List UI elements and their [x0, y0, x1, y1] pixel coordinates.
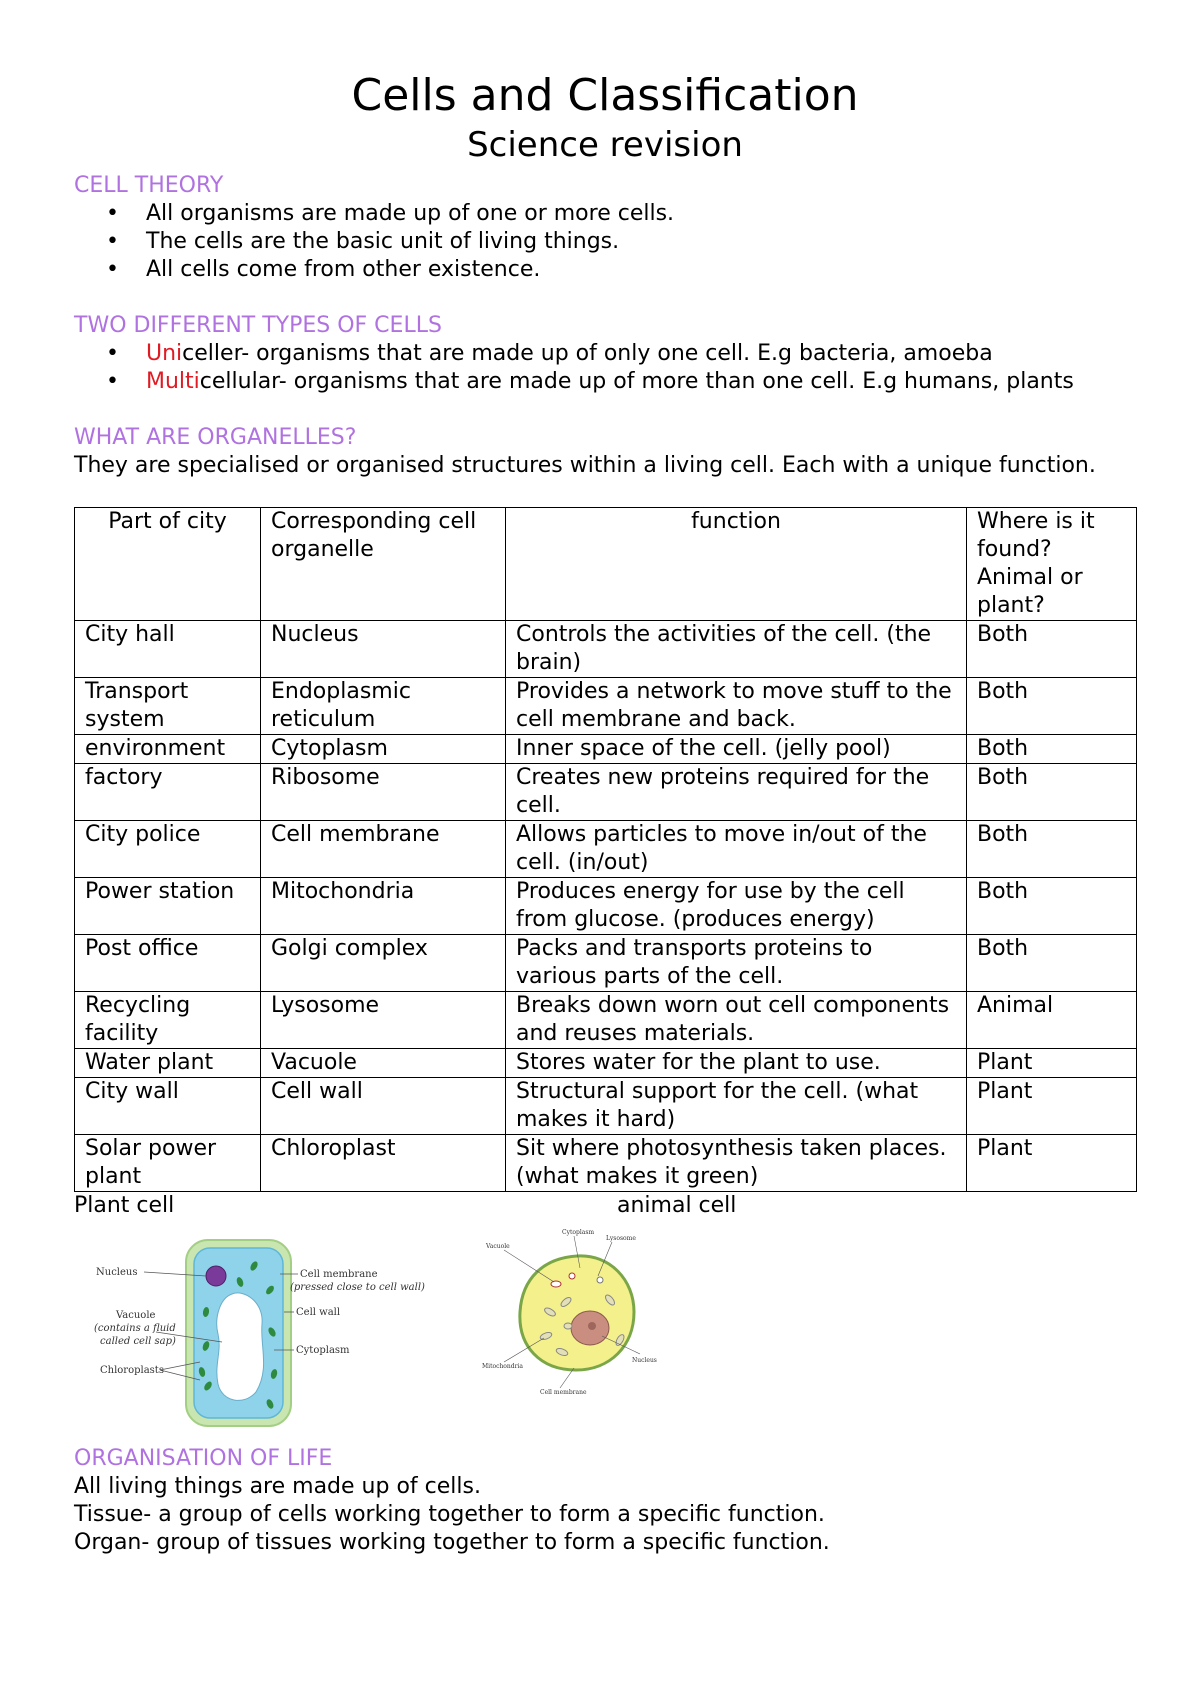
- table-cell: Solar power plant: [75, 1135, 261, 1192]
- table-cell: Power station: [75, 878, 261, 935]
- table-header: Where is it found? Animal or plant?: [967, 508, 1137, 621]
- diagram-captions: [74, 1192, 1136, 1220]
- table-cell: Both: [967, 935, 1137, 992]
- table-row: [75, 735, 1137, 764]
- cell-types-heading: TWO DIFFERENT TYPES OF CELLS: [74, 313, 442, 338]
- table-cell: Breaks down worn out cell components and reuses materials.: [506, 992, 967, 1049]
- table-cell: Both: [967, 678, 1137, 735]
- plant-membrane-label: Cell membrane: [300, 1269, 378, 1280]
- plant-wall-label: Cell wall: [296, 1307, 341, 1318]
- cell-theory-heading: CELL THEORY: [74, 173, 224, 198]
- table-cell: Mitochondria: [261, 878, 506, 935]
- page-title: Cells and Classification: [351, 70, 859, 121]
- organelles-description: They are specialised or organised structures within a living cell. Each with a unique function.: [74, 453, 1096, 478]
- table-cell: Vacuole: [261, 1049, 506, 1078]
- table-cell: Creates new proteins required for the cell.: [506, 764, 967, 821]
- table-cell: Plant: [967, 1135, 1137, 1192]
- plant-vacuole-label: Vacuole: [116, 1310, 156, 1321]
- list-item: • All cells come from other existence.: [74, 256, 1136, 284]
- table-cell: Plant: [967, 1078, 1137, 1135]
- organelle-table: [74, 507, 1137, 1192]
- table-cell: Ribosome: [261, 764, 506, 821]
- table-cell: Transport system: [75, 678, 261, 735]
- highlight-prefix: Multi: [146, 369, 200, 394]
- table-cell: Both: [967, 764, 1137, 821]
- table-cell: Nucleus: [261, 621, 506, 678]
- plant-cell-caption: Plant cell: [74, 1193, 175, 1218]
- plant-cytoplasm-label: Cytoplasm: [296, 1345, 350, 1356]
- table-cell: Provides a network to move stuff to the cell membrane and back.: [506, 678, 967, 735]
- list-item: [74, 340, 1136, 368]
- table-cell: Plant: [967, 1049, 1137, 1078]
- animal-vacuole-label: Vacuole: [486, 1243, 510, 1250]
- list-item: • The cells are the basic unit of living things.: [74, 228, 1136, 256]
- cell-diagrams: [74, 1220, 1136, 1445]
- table-row: [75, 1049, 1137, 1078]
- table-cell: City hall: [75, 621, 261, 678]
- table-row: [75, 935, 1137, 992]
- table-cell: Lysosome: [261, 992, 506, 1049]
- table-row: [75, 1078, 1137, 1135]
- animal-nucleus-label: Nucleus: [632, 1357, 657, 1364]
- table-cell: Chloroplast: [261, 1135, 506, 1192]
- table-cell: Golgi complex: [261, 935, 506, 992]
- table-cell: Cell wall: [261, 1078, 506, 1135]
- table-cell: Water plant: [75, 1049, 261, 1078]
- table-row: [75, 878, 1137, 935]
- table-cell: Sit where photosynthesis taken places. (what makes it green): [506, 1135, 967, 1192]
- table-cell: Allows particles to move in/out of the cell. (in/out): [506, 821, 967, 878]
- table-cell: Produces energy for use by the cell from glucose. (produces energy): [506, 878, 967, 935]
- table-header: function: [506, 508, 967, 621]
- table-row: [75, 621, 1137, 678]
- table-header-row: [75, 508, 1137, 621]
- table-cell: Both: [967, 821, 1137, 878]
- table-cell: City police: [75, 821, 261, 878]
- table-cell: Structural support for the cell. (what makes it hard): [506, 1078, 967, 1135]
- animal-cytoplasm-label: Cytoplasm: [562, 1229, 595, 1236]
- highlight-prefix: Uni: [146, 341, 183, 366]
- table-row: [75, 992, 1137, 1049]
- animal-lysosome-label: Lysosome: [606, 1235, 636, 1242]
- cell-types-list: [74, 340, 1136, 396]
- plant-membrane-note: (pressed close to cell wall): [290, 1282, 425, 1293]
- table-row: [75, 821, 1137, 878]
- table-cell: Controls the activities of the cell. (the brain): [506, 621, 967, 678]
- item-text: cellular- organisms that are made up of more than one cell. E.g humans, plants: [199, 369, 1074, 394]
- table-cell: Stores water for the plant to use.: [506, 1049, 967, 1078]
- item-text: celler- organisms that are made up of only one cell. E.g bacteria, amoeba: [182, 341, 993, 366]
- table-row: [75, 678, 1137, 735]
- animal-cell-diagram: [482, 1228, 672, 1398]
- table-cell: Recycling facility: [75, 992, 261, 1049]
- cell-theory-list: [74, 200, 1136, 284]
- table-cell: Packs and transports proteins to various parts of the cell.: [506, 935, 967, 992]
- table-header: Part of city: [75, 508, 261, 621]
- table-cell: Both: [967, 735, 1137, 764]
- list-item: • All organisms are made up of one or more cells.: [74, 200, 1136, 228]
- table-cell: factory: [75, 764, 261, 821]
- table-cell: environment: [75, 735, 261, 764]
- table-row: [75, 1135, 1137, 1192]
- animal-membrane-label: Cell membrane: [540, 1389, 587, 1396]
- table-cell: Both: [967, 878, 1137, 935]
- table-cell: Inner space of the cell. (jelly pool): [506, 735, 967, 764]
- organisation-line: Organ- group of tissues working together to form a specific function.: [74, 1530, 830, 1555]
- animal-mitochondria-label: Mitochondria: [482, 1363, 523, 1370]
- table-cell: Endoplasmic reticulum: [261, 678, 506, 735]
- organisation-line: All living things are made up of cells.: [74, 1474, 481, 1499]
- table-cell: City wall: [75, 1078, 261, 1135]
- table-cell: Cell membrane: [261, 821, 506, 878]
- plant-nucleus-label: Nucleus: [96, 1267, 138, 1278]
- table-header: Corresponding cell organelle: [261, 508, 506, 621]
- table-cell: Post office: [75, 935, 261, 992]
- organisation-line: Tissue- a group of cells working together to form a specific function.: [74, 1502, 825, 1527]
- animal-cell-caption: animal cell: [617, 1193, 737, 1218]
- page-subtitle: Science revision: [467, 125, 743, 165]
- plant-cell-diagram: [94, 1234, 454, 1434]
- table-cell: Both: [967, 621, 1137, 678]
- table-cell: Animal: [967, 992, 1137, 1049]
- plant-vacuole-note-2: called cell sap): [100, 1336, 176, 1347]
- document-page: [74, 68, 1136, 1557]
- organisation-heading: ORGANISATION OF LIFE: [74, 1446, 333, 1471]
- list-item: [74, 368, 1136, 396]
- plant-chloroplasts-label: Chloroplasts: [100, 1365, 164, 1376]
- table-row: [75, 764, 1137, 821]
- table-cell: Cytoplasm: [261, 735, 506, 764]
- organelles-heading: WHAT ARE ORGANELLES?: [74, 425, 357, 450]
- plant-vacuole-note-1: (contains a fluid: [94, 1323, 176, 1334]
